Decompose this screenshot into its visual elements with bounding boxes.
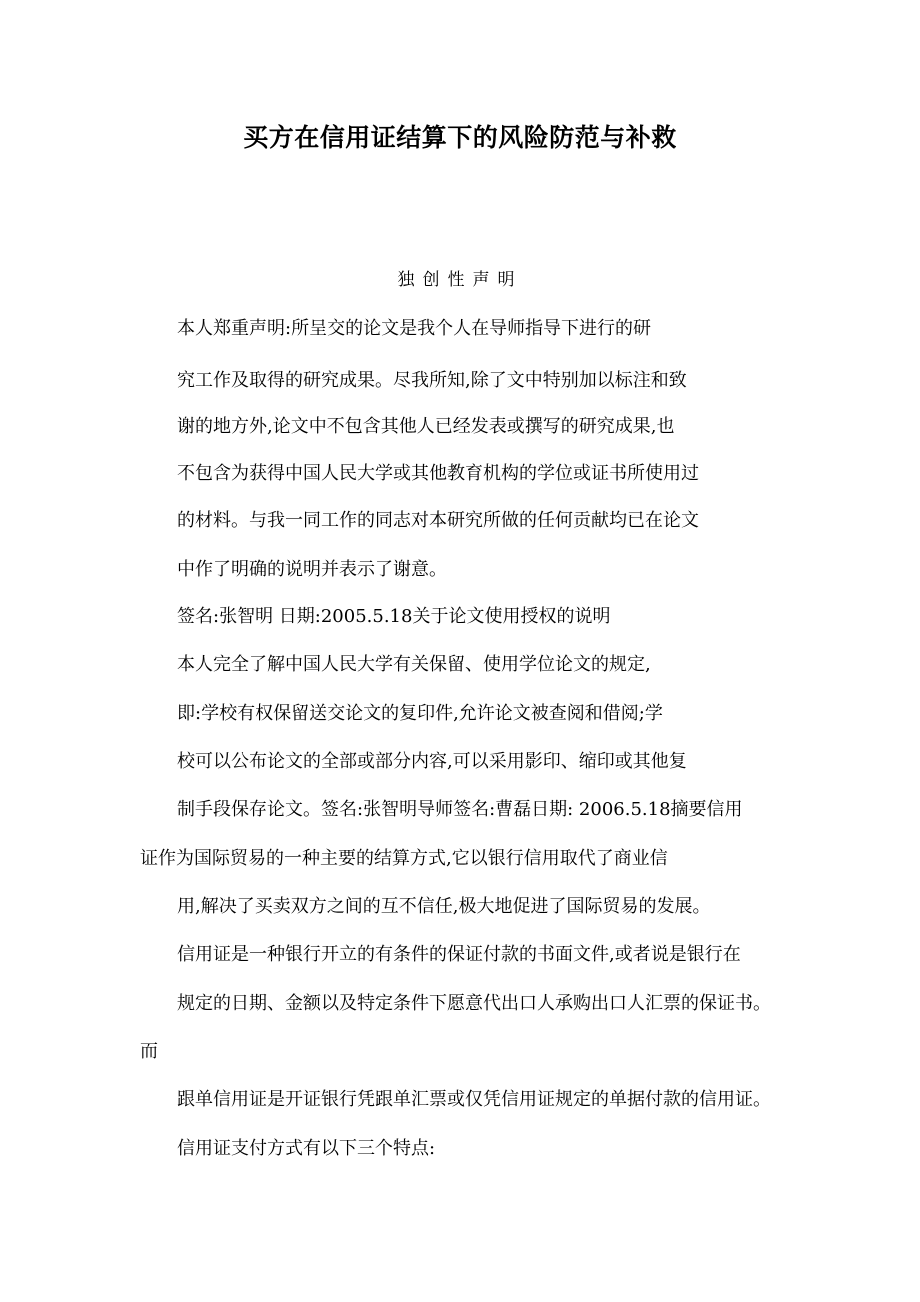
text-line: 校可以公布论文的全部或部分内容,可以采用影印、缩印或其他复 — [177, 751, 687, 772]
text-line: 中作了明确的说明并表示了谢意。 — [177, 559, 447, 580]
text-line: 信用证是一种银行开立的有条件的保证付款的书面文件,或者说是银行在 — [177, 944, 741, 965]
text-line: 证作为国际贸易的一种主要的结算方式,它以银行信用取代了商业信 — [140, 848, 668, 869]
text-line: 信用证支付方式有以下三个特点: — [177, 1138, 436, 1159]
document-title: 买方在信用证结算下的风险防范与补救 — [243, 123, 677, 152]
text-line: 即:学校有权保留送交论文的复印件,允许论文被查阅和借阅;学 — [177, 703, 663, 724]
text-line: 规定的日期、金额以及特定条件下愿意代出口人承购出口人汇票的保证书。 — [177, 993, 771, 1014]
text-line: 用,解决了买卖双方之间的互不信任,极大地促进了国际贸易的发展。 — [177, 896, 711, 917]
text-line: 而 — [140, 1041, 158, 1062]
text-line: 制手段保存论文。签名:张智明导师签名:曹磊日期: 2006.5.18摘要信用 — [177, 799, 743, 820]
text-line: 谢的地方外,论文中不包含其他人已经发表或撰写的研究成果,也 — [177, 416, 675, 437]
text-line: 究工作及取得的研究成果。尽我所知,除了文中特别加以标注和致 — [177, 370, 687, 391]
text-line: 签名:张智明 日期:2005.5.18关于论文使用授权的说明 — [177, 606, 611, 627]
text-line: 跟单信用证是开证银行凭跟单汇票或仅凭信用证规定的单据付款的信用证。 — [177, 1089, 771, 1110]
text-line: 本人郑重声明:所呈交的论文是我个人在导师指导下进行的研 — [177, 318, 652, 339]
section-heading: 独创性声明 — [397, 270, 523, 290]
text-line: 不包含为获得中国人民大学或其他教育机构的学位或证书所使用过 — [177, 463, 699, 484]
text-line: 本人完全了解中国人民大学有关保留、使用学位论文的规定, — [177, 654, 651, 675]
text-line: 的材料。与我一同工作的同志对本研究所做的任何贡献均已在论文 — [177, 510, 699, 531]
